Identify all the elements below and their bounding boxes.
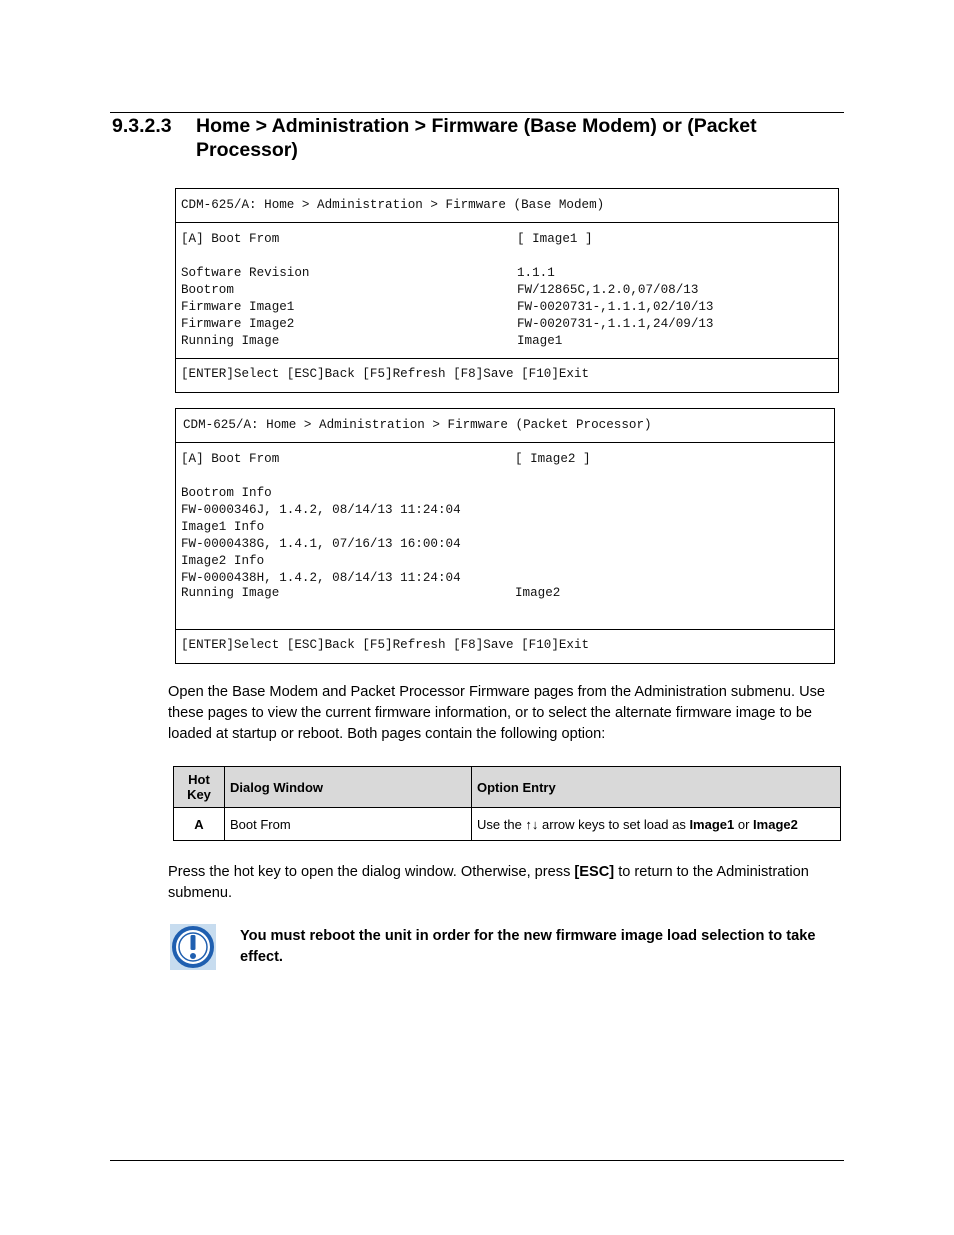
cell-hot-key: A <box>174 808 225 841</box>
section-title: Home > Administration > Firmware (Base Modem) or (Packet Processor) <box>196 115 757 161</box>
terminal-footer <box>176 629 834 663</box>
base-modem-terminal-screen <box>175 188 839 393</box>
terminal-footer-keys: [ENTER]Select [ESC]Back [F5]Refresh [F8]Save [F10]Exit <box>181 367 590 381</box>
terminal-footer <box>176 358 838 392</box>
important-info-icon <box>170 924 216 970</box>
top-rule <box>110 112 844 113</box>
boot-from-label[interactable]: [A] Boot From <box>181 452 280 466</box>
cell-option-entry <box>472 808 841 841</box>
hotkey-text-prefix: Press the hot key to open the dialog window. Otherwise, press <box>168 864 575 880</box>
table-row <box>174 808 841 841</box>
image2-info-label: Image2 Info <box>181 554 265 568</box>
terminal-header-text: CDM-625/A: Home > Administration > Firmware (Packet Processor) <box>183 418 652 432</box>
col-dialog-window: Dialog Window <box>225 767 472 808</box>
boot-from-value[interactable]: [ Image2 ] <box>515 452 591 466</box>
bottom-rule <box>110 1160 844 1161</box>
image1-info-label: Image1 Info <box>181 520 265 534</box>
software-revision-label: Software Revision <box>181 266 310 280</box>
table-header-row <box>174 767 841 808</box>
option-or: or <box>734 816 754 832</box>
cell-dialog-window: Boot From <box>225 808 472 841</box>
boot-from-label[interactable]: [A] Boot From <box>181 232 280 246</box>
note-text: You must reboot the unit in order for the new firmware image load selection to take effect. <box>240 928 816 965</box>
bootrom-value: FW/12865C,1.2.0,07/08/13 <box>517 283 699 297</box>
terminal-footer-keys: [ENTER]Select [ESC]Back [F5]Refresh [F8]Save [F10]Exit <box>181 638 590 652</box>
bootrom-label: Bootrom <box>181 283 234 297</box>
running-image-label: Running Image <box>181 334 280 348</box>
section-number: 9.3.2.3 <box>112 115 172 137</box>
packet-processor-terminal-screen <box>175 408 835 664</box>
option-table <box>173 766 841 841</box>
firmware-image2-label: Firmware Image2 <box>181 317 295 331</box>
terminal-header-text: CDM-625/A: Home > Administration > Firmware (Base Modem) <box>181 198 605 212</box>
option-entry-prefix: Use the ↑↓ arrow keys to set load as <box>477 816 690 832</box>
hotkey-paragraph <box>168 862 840 904</box>
running-image-value: Image2 <box>515 586 561 600</box>
bootrom-info-label: Bootrom Info <box>181 486 272 500</box>
firmware-image2-value: FW-0020731-,1.1.1,24/09/13 <box>517 317 714 331</box>
running-image-label: Running Image <box>181 586 280 600</box>
firmware-image1-label: Firmware Image1 <box>181 300 295 314</box>
option-image2: Image2 <box>753 816 798 832</box>
esc-key-text: [ESC] <box>574 864 615 880</box>
software-revision-value: 1.1.1 <box>517 266 555 280</box>
terminal-header <box>176 409 834 443</box>
image1-info-value: FW-0000438G, 1.4.1, 07/16/13 16:00:04 <box>181 537 461 551</box>
option-image1: Image1 <box>689 816 735 832</box>
bootrom-info-value: FW-0000346J, 1.4.2, 08/14/13 11:24:04 <box>181 503 461 517</box>
running-image-value: Image1 <box>517 334 563 348</box>
intro-paragraph: Open the Base Modem and Packet Processor Firmware pages from the Administration submenu. Use these pages to view the current firmware information, or to select the alternate firmware image to be loaded at startup or reboot. Both pages contain the following option: <box>168 684 826 742</box>
terminal-header <box>176 189 838 223</box>
boot-from-value[interactable]: [ Image1 ] <box>517 232 593 246</box>
image2-info-value: FW-0000438H, 1.4.2, 08/14/13 11:24:04 <box>181 571 461 585</box>
firmware-image1-value: FW-0020731-,1.1.1,02/10/13 <box>517 300 714 314</box>
col-hot-key: Hot Key <box>174 767 225 808</box>
col-option-entry: Option Entry <box>472 767 841 808</box>
hotkey-text-suffix: to return to the Administration submenu. <box>168 864 809 901</box>
